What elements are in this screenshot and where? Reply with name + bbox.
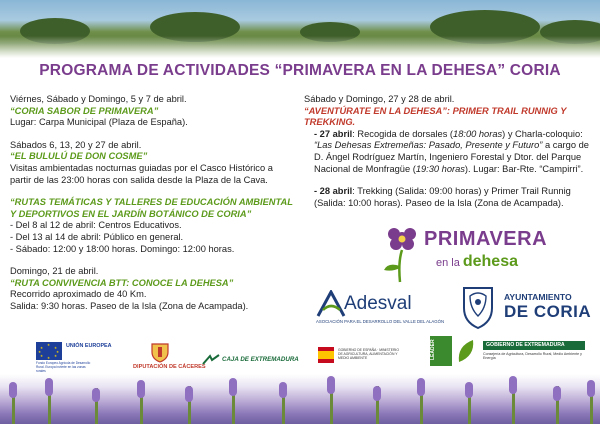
coria-crest-icon <box>456 282 500 330</box>
ministerio-label: GOBIERNO DE ESPAÑA · MINISTERIO DE AGRICULTURA, ALIMENTACIÓN Y MEDIO AMBIENTE <box>338 348 399 360</box>
event-line: - Sábado: 12:00 y 18:00 horas. Domingo: 12:00 horas. <box>10 243 235 254</box>
en-la-word: en la <box>436 257 460 269</box>
event-date: Sábados 6, 13, 20 y 27 de abril. <box>10 139 142 150</box>
dehesa-landscape-banner <box>0 0 600 58</box>
event-date: Sábado y Domingo, 27 y 28 de abril. <box>304 94 455 104</box>
event-place: Lugar: Carpa Municipal (Plaza de España). <box>10 117 188 128</box>
event-detail-27 <box>304 129 594 175</box>
flower-icon <box>378 222 422 284</box>
event-detail-28 <box>304 186 594 209</box>
event-description: Visitas ambientadas nocturnas guiadas por el Casco Histórico a partir de las 23:00 horas con salida desde la Plaza de la Cava. <box>10 162 273 185</box>
adesval-mark-icon <box>316 290 346 318</box>
event-time: 19:30 horas <box>415 163 465 174</box>
event-time: 18:00 horas <box>453 128 503 139</box>
event-name: “RUTAS TEMÁTICAS Y TALLERES DE EDUCACIÓN AMBIENTAL Y DEPORTIVOS EN EL JARDÍN BOTÁNICO DE CORIA” <box>10 197 293 219</box>
diputacion-crest-icon <box>149 341 171 363</box>
eu-label: UNIÓN EUROPEA <box>66 343 112 349</box>
gobierno-extremadura-label: GOBIERNO DE EXTREMADURA <box>483 341 585 350</box>
consejeria-label: Consejería de Agricultura, Desarrollo Rural, Medio Ambiente y Energía <box>483 352 582 361</box>
event-name: “RUTA CONVIVENCIA BTT: CONOCE LA DEHESA” <box>10 277 234 288</box>
caja-extremadura-label: CAJA DE EXTREMADURA <box>222 356 299 363</box>
coria-label: DE CORIA <box>504 302 592 321</box>
event-text: ) y Charla-coloquio: <box>502 128 583 139</box>
diputacion-label: DIPUTACIÓN DE CÁCERES <box>133 364 206 370</box>
ayuntamiento-coria-logo <box>456 282 596 332</box>
primavera-word: PRIMAVERA <box>424 228 548 250</box>
event-text: a cargo de D. Ángel Rodríguez Martín, Ingeniero Forestal y Dtor. del Parque Nacional de Monfragüe ( <box>314 140 589 174</box>
event-date: Domingo, 21 de abril. <box>10 266 99 277</box>
event-line: Salida: 9:30 horas. Paseo de la Isla (Zona de Acampada). <box>10 300 249 311</box>
leaf-icon <box>455 336 477 366</box>
event-line: - Del 8 al 12 de abril: Centros Educativos. <box>10 220 182 231</box>
caja-logo-icon <box>202 354 220 366</box>
event-text: : Trekking (Salida: 09:00 horas) y Primer Trail Runnig (Salida: 10:00 horas). Paseo de la Isla (Zona de Acampada). <box>314 186 571 208</box>
adesval-subtitle: ASOCIACIÓN PARA EL DESARROLLO DEL VALLE DEL ALAGÓN <box>316 319 445 324</box>
leader-logo: LEADER <box>430 336 452 366</box>
event-line: - Del 13 al 14 de abril: Público en general. <box>10 231 184 242</box>
event-name: “CORIA SABOR DE PRIMAVERA” <box>10 105 159 116</box>
ayuntamiento-label: AYUNTAMIENTO <box>504 292 572 302</box>
event-name: “AVENTÚRATE EN LA DEHESA”: PRIMER TRAIL RUNNIG Y TREKKING. <box>304 105 567 128</box>
event-line: Recorrido aproximado de 40 Km. <box>10 289 147 300</box>
dehesa-word <box>436 253 518 271</box>
eu-subtitle: Fondo Europeo Agrícola de Desarrollo Rural. Europa invierte en las zonas rurales <box>36 361 91 373</box>
talk-title: “Las Dehesas Extremeñas: Pasado, Presente y Futuro” <box>314 140 543 151</box>
left-column <box>10 94 295 313</box>
primavera-dehesa-logo <box>378 222 548 284</box>
lavender-meadow-image <box>0 374 600 424</box>
event-name: “EL BULULÚ DE DON COSME” <box>10 151 148 162</box>
dehesa-label: dehesa <box>462 253 518 270</box>
adesval-name: Adesval <box>344 293 412 314</box>
event-text: ). Lugar: Bar-Rte. “Campirri”. <box>464 163 584 174</box>
event-day-label: - 28 abril <box>314 186 353 197</box>
right-column <box>304 94 594 209</box>
event-text: : Recogida de dorsales ( <box>352 128 454 139</box>
spain-flag-icon <box>318 347 334 363</box>
page-title: PROGRAMA DE ACTIVIDADES “PRIMAVERA EN LA DEHESA” CORIA <box>39 62 561 79</box>
event-day-label: - 27 abril <box>314 128 353 139</box>
event-date: Viérnes, Sábado y Domingo, 5 y 7 de abril. <box>10 94 187 104</box>
adesval-logo <box>316 290 444 330</box>
eu-flag-icon: ★ ★ ★ ★ ★ ★ ★ ★ <box>36 342 62 360</box>
